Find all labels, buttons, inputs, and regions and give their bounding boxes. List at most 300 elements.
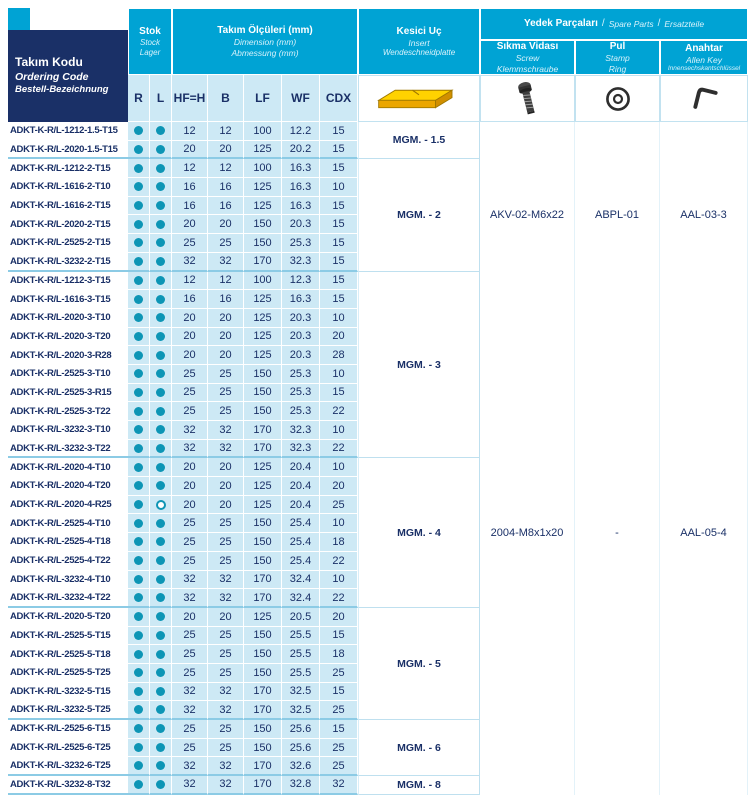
allen-key-part-cell: [660, 122, 748, 159]
column-header-lf: LF: [244, 75, 282, 122]
hf-cell: 25: [172, 720, 208, 739]
stock-r-cell: [128, 197, 150, 216]
dimensions-header: [172, 8, 358, 75]
spare-parts-header: [480, 8, 748, 40]
spare-title-separator: /: [657, 18, 661, 29]
wf-cell: 32.5: [282, 683, 320, 702]
stock-dot-l: [156, 481, 165, 490]
insert-group-strip: [358, 122, 748, 159]
b-cell: 25: [208, 533, 244, 552]
stock-r-cell: [128, 253, 150, 272]
wf-cell: 25.3: [282, 402, 320, 421]
spare-title-en: Spare Parts: [608, 18, 654, 29]
hf-cell: 20: [172, 608, 208, 627]
cdx-cell: 10: [320, 365, 358, 384]
ordering-code-cell: ADKT-K-R/L-3232-8-T32: [8, 776, 128, 795]
lf-cell: 170: [244, 571, 282, 590]
wf-cell: 20.5: [282, 608, 320, 627]
ordering-code-cell: ADKT-K-R/L-2020-5-T20: [8, 608, 128, 627]
b-cell: 25: [208, 664, 244, 683]
b-cell: 20: [208, 458, 244, 477]
hf-cell: 32: [172, 253, 208, 272]
hf-cell: 12: [172, 272, 208, 291]
stock-l-cell: [150, 683, 172, 702]
allen-key-part-cell: [660, 272, 748, 459]
wf-cell: 16.3: [282, 197, 320, 216]
b-cell: 20: [208, 608, 244, 627]
cdx-cell: 10: [320, 458, 358, 477]
lf-cell: 150: [244, 402, 282, 421]
wf-cell: 25.5: [282, 627, 320, 646]
wf-cell: 16.3: [282, 290, 320, 309]
stock-r-cell: [128, 178, 150, 197]
ring-title-tr: Pul: [609, 41, 626, 53]
lf-cell: 150: [244, 645, 282, 664]
stock-dot-r: [134, 481, 143, 490]
lf-cell: 170: [244, 683, 282, 702]
cdx-cell: 15: [320, 384, 358, 403]
ring-part-cell: ABPL-01: [575, 159, 660, 271]
cdx-cell: 10: [320, 309, 358, 328]
stock-dot-l: [156, 743, 165, 752]
b-cell: 32: [208, 253, 244, 272]
allen-key-part-cell: AAL-05-4: [660, 458, 748, 608]
stock-dot-l: [156, 500, 166, 510]
stock-r-cell: [128, 346, 150, 365]
stock-r-cell: [128, 215, 150, 234]
column-header-l: L: [150, 75, 172, 122]
stock-dot-r: [134, 201, 143, 210]
b-cell: 25: [208, 384, 244, 403]
screw-part-cell: 2004-M8x1x20: [480, 458, 575, 608]
ordering-code-cell: ADKT-K-R/L-1212-2-T15: [8, 159, 128, 178]
ordering-code-cell: ADKT-K-R/L-3232-2-T15: [8, 253, 128, 272]
stock-dot-r: [134, 500, 143, 509]
insert-title-tr: Kesici Uç: [396, 25, 442, 37]
wf-cell: 20.2: [282, 141, 320, 160]
clamping-screw-icon: [480, 75, 575, 122]
stock-dot-l: [156, 444, 165, 453]
stock-dot-l: [156, 351, 165, 360]
hf-cell: 25: [172, 514, 208, 533]
cdx-cell: 15: [320, 159, 358, 178]
lf-cell: 125: [244, 309, 282, 328]
cdx-cell: 22: [320, 552, 358, 571]
cdx-cell: 15: [320, 272, 358, 291]
lf-cell: 170: [244, 421, 282, 440]
stock-l-cell: [150, 552, 172, 571]
stock-l-cell: [150, 477, 172, 496]
stock-dot-l: [156, 369, 165, 378]
b-cell: 20: [208, 477, 244, 496]
stock-dot-r: [134, 126, 143, 135]
ordering-code-cell: ADKT-K-R/L-2020-4-T10: [8, 458, 128, 477]
stock-dot-r: [134, 668, 143, 677]
stock-l-cell: [150, 608, 172, 627]
lf-cell: 125: [244, 328, 282, 347]
hf-cell: 32: [172, 776, 208, 795]
screw-part-cell: [480, 776, 575, 795]
cdx-cell: 15: [320, 290, 358, 309]
cdx-cell: 15: [320, 720, 358, 739]
allen-key-part-cell: [660, 720, 748, 776]
stock-l-cell: [150, 215, 172, 234]
wf-cell: 32.8: [282, 776, 320, 795]
stock-r-cell: [128, 440, 150, 459]
ring-part-cell: [575, 608, 660, 720]
ordering-code-cell: ADKT-K-R/L-2525-3-T10: [8, 365, 128, 384]
stock-r-cell: [128, 552, 150, 571]
stock-l-cell: [150, 309, 172, 328]
stock-l-cell: [150, 589, 172, 608]
stock-dot-r: [134, 556, 143, 565]
stock-r-cell: [128, 645, 150, 664]
wf-cell: 32.4: [282, 589, 320, 608]
stock-dot-l: [156, 145, 165, 154]
cdx-cell: 22: [320, 402, 358, 421]
stock-dot-l: [156, 780, 165, 789]
lf-cell: 150: [244, 514, 282, 533]
lf-cell: 150: [244, 384, 282, 403]
stock-dot-r: [134, 612, 143, 621]
b-cell: 25: [208, 720, 244, 739]
lf-cell: 150: [244, 552, 282, 571]
stock-dot-r: [134, 463, 143, 472]
hf-cell: 25: [172, 664, 208, 683]
hf-cell: 25: [172, 365, 208, 384]
stock-l-cell: [150, 141, 172, 160]
insert-group-strip: [358, 159, 748, 271]
hf-cell: 20: [172, 309, 208, 328]
b-cell: 16: [208, 197, 244, 216]
stock-dot-l: [156, 238, 165, 247]
stock-dot-l: [156, 220, 165, 229]
hf-cell: 20: [172, 346, 208, 365]
ordering-code-cell: ADKT-K-R/L-3232-6-T25: [8, 757, 128, 776]
stock-dot-l: [156, 668, 165, 677]
stock-dot-r: [134, 780, 143, 789]
ordering-code-cell: ADKT-K-R/L-3232-5-T25: [8, 701, 128, 720]
lf-cell: 150: [244, 720, 282, 739]
ordering-code-cell: ADKT-K-R/L-2020-3-T10: [8, 309, 128, 328]
cdx-cell: 15: [320, 197, 358, 216]
stock-r-cell: [128, 328, 150, 347]
stock-dot-r: [134, 743, 143, 752]
stock-l-cell: [150, 776, 172, 795]
insert-group-cell: [358, 122, 480, 159]
stock-l-cell: [150, 234, 172, 253]
lf-cell: 150: [244, 215, 282, 234]
hf-cell: 25: [172, 627, 208, 646]
hf-cell: 32: [172, 683, 208, 702]
insert-group-cell: [358, 720, 480, 776]
cdx-cell: 25: [320, 664, 358, 683]
b-cell: 25: [208, 234, 244, 253]
stock-dot-r: [134, 182, 143, 191]
b-cell: 25: [208, 627, 244, 646]
cdx-cell: 20: [320, 328, 358, 347]
b-cell: 16: [208, 178, 244, 197]
insert-group-strip: [358, 776, 748, 795]
stock-r-cell: [128, 458, 150, 477]
ordering-code-cell: ADKT-K-R/L-2525-5-T15: [8, 627, 128, 646]
b-cell: 32: [208, 421, 244, 440]
ring-part-cell: [575, 122, 660, 159]
lf-cell: 170: [244, 589, 282, 608]
stock-title-tr: Stok: [139, 25, 161, 37]
b-cell: 20: [208, 309, 244, 328]
wf-cell: 25.5: [282, 664, 320, 683]
ordering-code-cell: ADKT-K-R/L-2525-4-T22: [8, 552, 128, 571]
lf-cell: 150: [244, 627, 282, 646]
b-cell: 25: [208, 645, 244, 664]
cdx-cell: 20: [320, 477, 358, 496]
stock-dot-l: [156, 687, 165, 696]
insert-title-en: Insert: [408, 37, 430, 48]
stock-dot-r: [134, 388, 143, 397]
ordering-code-cell: ADKT-K-R/L-1616-3-T15: [8, 290, 128, 309]
stock-dot-l: [156, 313, 165, 322]
wf-cell: 25.6: [282, 739, 320, 758]
lf-cell: 125: [244, 141, 282, 160]
ordering-code-cell: ADKT-K-R/L-1616-2-T10: [8, 178, 128, 197]
cdx-cell: 15: [320, 122, 358, 141]
column-header-cdx: CDX: [320, 75, 358, 122]
cdx-cell: 28: [320, 346, 358, 365]
stock-r-cell: [128, 421, 150, 440]
lf-cell: 170: [244, 440, 282, 459]
stock-r-cell: [128, 533, 150, 552]
wf-cell: 12.2: [282, 122, 320, 141]
stock-dot-l: [156, 201, 165, 210]
stock-l-cell: [150, 458, 172, 477]
screw-part-cell: [480, 122, 575, 159]
ring-part-cell: [575, 272, 660, 459]
ordering-code-cell: ADKT-K-R/L-2525-6-T15: [8, 720, 128, 739]
stock-l-cell: [150, 514, 172, 533]
stock-r-cell: [128, 571, 150, 590]
wf-cell: 20.4: [282, 458, 320, 477]
stock-r-cell: [128, 309, 150, 328]
screw-part-cell: [480, 608, 575, 720]
insert-type-label: MGM. - 1.5: [392, 134, 446, 147]
screw-title-tr: Sıkma Vidası: [496, 41, 559, 53]
stock-dot-r: [134, 145, 143, 154]
stock-dot-r: [134, 575, 143, 584]
stock-dot-l: [156, 407, 165, 416]
stock-r-cell: [128, 589, 150, 608]
hf-cell: 20: [172, 328, 208, 347]
wf-cell: 32.4: [282, 571, 320, 590]
stock-dot-l: [156, 593, 165, 602]
stock-r-cell: [128, 402, 150, 421]
lf-cell: 150: [244, 533, 282, 552]
stock-dot-l: [156, 556, 165, 565]
cdx-cell: 18: [320, 533, 358, 552]
b-cell: 32: [208, 757, 244, 776]
dimensions-title-tr: Takım Ölçüleri (mm): [217, 25, 313, 37]
table-header: [8, 8, 748, 122]
wf-cell: 16.3: [282, 159, 320, 178]
lf-cell: 125: [244, 608, 282, 627]
cdx-cell: 25: [320, 757, 358, 776]
wf-cell: 25.6: [282, 720, 320, 739]
ordering-code-cell: ADKT-K-R/L-3232-3-T22: [8, 440, 128, 459]
stock-r-cell: [128, 627, 150, 646]
ordering-code-cell: ADKT-K-R/L-1616-2-T15: [8, 197, 128, 216]
spare-title-de: Ersatzteile: [664, 18, 705, 29]
b-cell: 32: [208, 440, 244, 459]
lf-cell: 125: [244, 197, 282, 216]
stock-dot-r: [134, 295, 143, 304]
stock-l-cell: [150, 159, 172, 178]
stock-dot-l: [156, 761, 165, 770]
hf-cell: 20: [172, 215, 208, 234]
wf-cell: 25.3: [282, 234, 320, 253]
spare-title-separator: /: [601, 18, 605, 29]
stock-dot-l: [156, 463, 165, 472]
cdx-cell: 25: [320, 701, 358, 720]
stock-l-cell: [150, 701, 172, 720]
stock-l-cell: [150, 122, 172, 141]
lf-cell: 125: [244, 496, 282, 515]
hf-cell: 25: [172, 384, 208, 403]
wf-cell: 16.3: [282, 178, 320, 197]
cdx-cell: 25: [320, 739, 358, 758]
cdx-cell: 22: [320, 589, 358, 608]
lf-cell: 125: [244, 178, 282, 197]
hf-cell: 32: [172, 571, 208, 590]
stock-dot-l: [156, 650, 165, 659]
stock-r-cell: [128, 365, 150, 384]
insert-type-label: MGM. - 6: [397, 741, 441, 754]
wf-cell: 32.3: [282, 253, 320, 272]
wf-cell: 20.4: [282, 496, 320, 515]
wf-cell: 25.4: [282, 533, 320, 552]
stock-title-de: Lager: [139, 47, 161, 57]
insert-group-cell: [358, 776, 480, 795]
stock-r-cell: [128, 290, 150, 309]
b-cell: 32: [208, 571, 244, 590]
insert-group-cell: [358, 458, 480, 608]
rows-grid: [8, 122, 358, 795]
screw-part-cell: AKV-02-M6x22: [480, 159, 575, 271]
hf-cell: 20: [172, 477, 208, 496]
stock-l-cell: [150, 290, 172, 309]
ordering-code-cell: ADKT-K-R/L-2020-1.5-T15: [8, 141, 128, 160]
stock-dot-l: [156, 126, 165, 135]
stock-dot-r: [134, 164, 143, 173]
ordering-code-cell: ADKT-K-R/L-2525-5-T18: [8, 645, 128, 664]
insert-group-strip: [358, 720, 748, 776]
stock-l-cell: [150, 533, 172, 552]
screw-part-cell: [480, 720, 575, 776]
stock-dot-r: [134, 313, 143, 322]
hf-cell: 32: [172, 421, 208, 440]
allen-key-part-cell: AAL-03-3: [660, 159, 748, 271]
b-cell: 12: [208, 159, 244, 178]
lf-cell: 125: [244, 346, 282, 365]
column-header-b: B: [208, 75, 244, 122]
lf-cell: 150: [244, 365, 282, 384]
allen-key-title-tr: Anahtar: [685, 42, 723, 54]
stock-l-cell: [150, 384, 172, 403]
ordering-code-cell: ADKT-K-R/L-3232-5-T15: [8, 683, 128, 702]
stock-r-cell: [128, 608, 150, 627]
insert-group-cell: [358, 272, 480, 459]
stock-r-cell: [128, 234, 150, 253]
stock-r-cell: [128, 701, 150, 720]
stock-l-cell: [150, 720, 172, 739]
insert-group-cell: [358, 608, 480, 720]
stock-l-cell: [150, 346, 172, 365]
wf-cell: 20.3: [282, 215, 320, 234]
wf-cell: 25.3: [282, 365, 320, 384]
ordering-code-cell: ADKT-K-R/L-1212-3-T15: [8, 272, 128, 291]
stock-l-cell: [150, 421, 172, 440]
insert-header: [358, 8, 480, 75]
insert-image: [358, 75, 480, 122]
cdx-cell: 15: [320, 215, 358, 234]
stock-dot-l: [156, 257, 165, 266]
stock-r-cell: [128, 384, 150, 403]
wf-cell: 25.4: [282, 552, 320, 571]
column-header-r: R: [128, 75, 150, 122]
wf-cell: 20.3: [282, 328, 320, 347]
stock-dot-r: [134, 257, 143, 266]
lf-cell: 170: [244, 757, 282, 776]
hf-cell: 25: [172, 552, 208, 571]
stock-dot-r: [134, 705, 143, 714]
stock-dot-r: [134, 425, 143, 434]
stock-l-cell: [150, 571, 172, 590]
wf-cell: 32.3: [282, 440, 320, 459]
dimensions-title-de: Abmessung (mm): [231, 47, 299, 58]
stock-l-cell: [150, 178, 172, 197]
cdx-cell: 10: [320, 178, 358, 197]
cdx-cell: 18: [320, 645, 358, 664]
stock-l-cell: [150, 365, 172, 384]
hf-cell: 12: [172, 159, 208, 178]
b-cell: 12: [208, 122, 244, 141]
column-header-wf: WF: [282, 75, 320, 122]
lf-cell: 150: [244, 739, 282, 758]
b-cell: 32: [208, 683, 244, 702]
ordering-code-cell: ADKT-K-R/L-2020-3-R28: [8, 346, 128, 365]
hf-cell: 20: [172, 458, 208, 477]
insert-group-strip: [358, 608, 748, 720]
b-cell: 25: [208, 739, 244, 758]
wf-cell: 20.4: [282, 477, 320, 496]
lf-cell: 170: [244, 776, 282, 795]
stock-dot-r: [134, 593, 143, 602]
stock-r-cell: [128, 122, 150, 141]
ordering-code-title-de: Bestell-Bezeichnung: [15, 84, 109, 96]
insert-type-label: MGM. - 2: [397, 208, 441, 221]
stock-dot-r: [134, 276, 143, 285]
stock-dot-l: [156, 705, 165, 714]
stock-dot-r: [134, 519, 143, 528]
hf-cell: 25: [172, 739, 208, 758]
stock-l-cell: [150, 253, 172, 272]
stock-l-cell: [150, 757, 172, 776]
lf-cell: 125: [244, 477, 282, 496]
column-header-hf: HF=H: [172, 75, 208, 122]
stock-l-cell: [150, 496, 172, 515]
ring-title-de: Ring: [608, 63, 627, 74]
stock-r-cell: [128, 739, 150, 758]
stock-r-cell: [128, 477, 150, 496]
